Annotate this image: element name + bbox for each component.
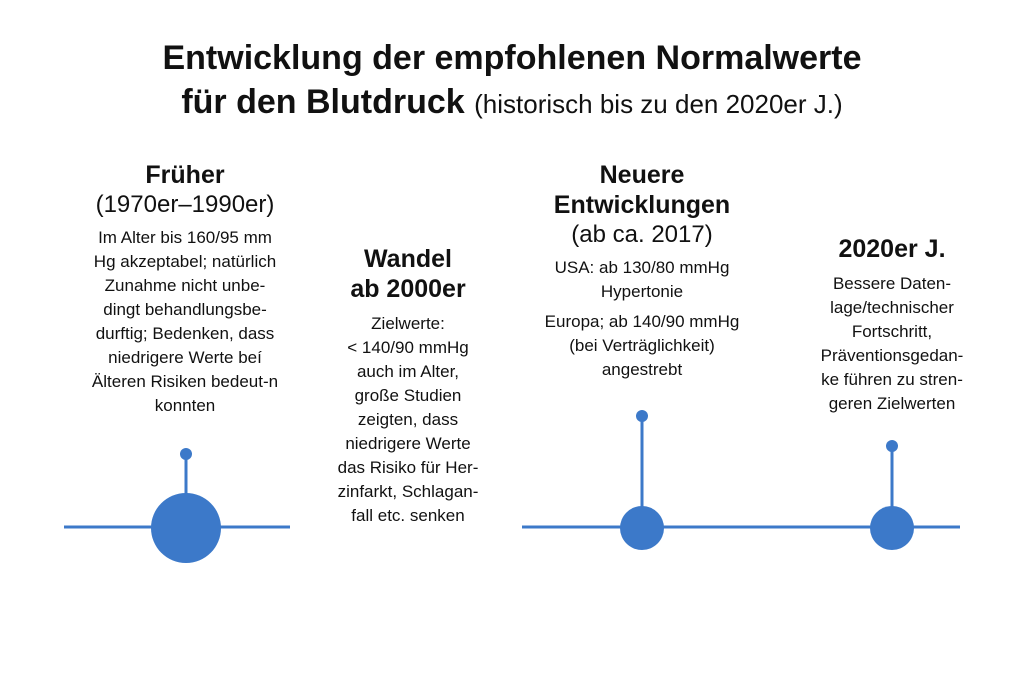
era-heading: Wandel — [364, 245, 452, 273]
era-text-line: Bessere Daten- — [832, 274, 952, 293]
era-text-line: lage/technischer — [830, 298, 954, 317]
timeline-stem-dot-2020s — [886, 440, 898, 452]
era-text-line: angestrebt — [601, 360, 683, 379]
era-text-line: Zunahme nicht unbe- — [104, 276, 266, 295]
timeline-stem-dot-early — [180, 448, 192, 460]
era-text-line: geren Zielwerten — [828, 394, 956, 413]
era-text-line: Hypertonie — [600, 282, 684, 301]
era-text-line: das Risiko für Her- — [337, 458, 479, 477]
era-heading: Neuere — [599, 161, 685, 189]
era-text-line: Hg akzeptabel; natürlich — [93, 252, 277, 271]
era-text-line: ke führen zu stren- — [821, 370, 963, 389]
timeline-node-early — [151, 493, 221, 563]
title-sub: (historisch bis zu den 2020er J.) — [474, 89, 843, 119]
era-heading: 2020er J. — [838, 235, 946, 263]
era-subheading: (ab ca. 2017) — [571, 221, 713, 248]
timeline-stem-dot-recent — [636, 410, 648, 422]
era-text-line: zinfarkt, Schlagan- — [337, 482, 479, 501]
era-text-line: Präventionsgedan- — [820, 346, 964, 365]
era-text-line: < 140/90 mmHg — [347, 338, 469, 357]
era-text-line: durftig; Bedenken, dass — [95, 324, 275, 343]
era-text-line: Zielwerte: — [371, 314, 445, 333]
timeline-node-2020s — [870, 506, 914, 550]
era-text-line: Im Alter bis 160/95 mm — [98, 228, 272, 247]
era-text-line: große Studien — [354, 386, 462, 405]
era-text-line: niedrigere Werte — [345, 434, 471, 453]
timeline-node-recent — [620, 506, 664, 550]
era-text-line: USA: ab 130/80 mmHg — [554, 258, 730, 277]
title-line-1: Entwicklung der empfohlenen Normalwerte — [162, 39, 862, 77]
era-text-line: dingt behandlungsbe- — [103, 300, 267, 319]
era-heading: ab 2000er — [350, 275, 466, 303]
era-text-line: fall etc. senken — [351, 506, 465, 525]
era-text-line: zeigten, dass — [357, 410, 459, 429]
era-heading: Früher — [145, 161, 225, 189]
era-text-line: Europa; ab 140/90 mmHg — [544, 312, 740, 331]
era-heading: Entwicklungen — [553, 191, 731, 219]
title-main: für den Blutdruck — [181, 83, 465, 121]
era-text-line: auch im Alter, — [356, 362, 460, 381]
era-text-line: Älteren Risiken bedeut-n — [91, 372, 279, 391]
era-text-line: Fortschritt, — [851, 322, 933, 341]
era-text-line: (bei Verträglichkeit) — [569, 336, 715, 355]
era-subheading: (1970er–1990er) — [95, 191, 275, 218]
era-text-line: konnten — [154, 396, 216, 415]
era-text-line: niedrigere Werte beí — [108, 348, 262, 367]
